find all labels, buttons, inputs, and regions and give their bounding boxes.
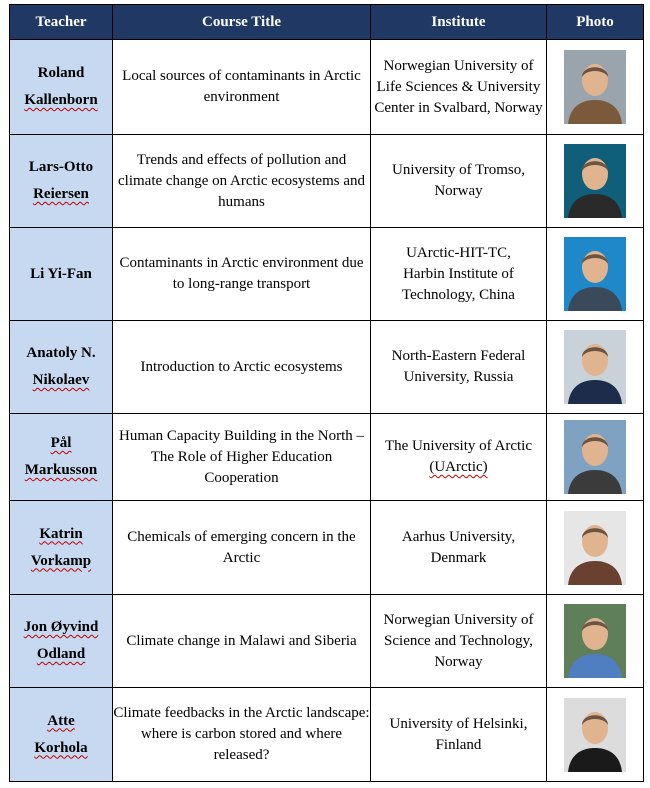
header-teacher: Teacher (10, 5, 113, 40)
photo-cell (547, 321, 644, 414)
institute-cell (371, 228, 547, 321)
teacher-photo (564, 698, 626, 772)
teacher-cell (10, 595, 113, 688)
course-title-cell: Human Capacity Building in the North – The Role of Higher Education Cooperation (113, 414, 371, 501)
teacher-first-name: Anatoly N. (26, 345, 96, 361)
institute-cell: University of Helsinki, Finland (371, 688, 547, 782)
teacher-cell (10, 688, 113, 782)
teachers-table (9, 4, 644, 782)
photo-cell (547, 228, 644, 321)
table-row (10, 501, 644, 595)
teacher-last-name: Vorkamp (30, 552, 92, 569)
photo-cell (547, 501, 644, 595)
portrait-image (564, 604, 626, 678)
header-course-title: Course Title (113, 5, 371, 40)
institute-line-2: Norway (434, 183, 483, 199)
course-title-cell: Local sources of contaminants in Arctic environment (113, 40, 371, 135)
teacher-photo (564, 50, 626, 124)
table-row (10, 688, 644, 782)
portrait-image (564, 420, 626, 494)
teacher-photo (564, 330, 626, 404)
institute-cell: Norwegian University of Science and Technology, Norway (371, 595, 547, 688)
photo-cell (547, 688, 644, 782)
teacher-photo (564, 237, 626, 311)
teacher-cell (10, 414, 113, 501)
teacher-cell (10, 501, 113, 595)
institute-line-2: (UArctic) (429, 459, 488, 475)
header-row (10, 5, 644, 40)
teacher-first-name: Katrin (39, 525, 83, 542)
header-photo: Photo (547, 5, 644, 40)
teacher-last-name: Odland (36, 646, 86, 662)
table-row (10, 135, 644, 228)
course-title-cell: Contaminants in Arctic environment due to long-range transport (113, 228, 371, 321)
institute-line-1: Aarhus University, (401, 528, 516, 545)
institute-cell (371, 414, 547, 501)
teacher-cell: Li Yi-Fan (10, 228, 113, 321)
course-title-cell: Trends and effects of pollution and climate change on Arctic ecosystems and humans (113, 135, 371, 228)
table-row (10, 321, 644, 414)
institute-line-1: UArctic-HIT-TC, (406, 244, 511, 261)
teacher-photo (564, 604, 626, 678)
institute-cell: North-Eastern Federal University, Russia (371, 321, 547, 414)
teacher-first-name: Lars-Otto (28, 159, 94, 175)
institute-cell (371, 501, 547, 595)
teacher-cell (10, 135, 113, 228)
course-title-cell: Chemicals of emerging concern in the Arctic (113, 501, 371, 595)
institute-line-1: University of Tromso, (392, 162, 525, 178)
portrait-image (564, 330, 626, 404)
teacher-last-name: Korhola (34, 739, 88, 756)
teacher-last-name: Reiersen (33, 186, 89, 202)
teacher-cell (10, 321, 113, 414)
portrait-image (564, 698, 626, 772)
teacher-photo (564, 144, 626, 218)
teacher-photo (564, 511, 626, 585)
institute-line-2: Harbin Institute of Technology, China (402, 265, 515, 303)
table-row (10, 228, 644, 321)
table-row (10, 414, 644, 501)
teacher-first-name: Pål (50, 435, 72, 451)
header-institute: Institute (371, 5, 547, 40)
course-title-cell: Introduction to Arctic ecosystems (113, 321, 371, 414)
portrait-image (564, 144, 626, 218)
institute-cell (371, 135, 547, 228)
course-title-cell: Climate change in Malawi and Siberia (113, 595, 371, 688)
course-title-cell: Climate feedbacks in the Arctic landscape: where is carbon stored and where released? (113, 688, 371, 782)
portrait-image (564, 511, 626, 585)
teacher-cell (10, 40, 113, 135)
teacher-first-name: Jon Øyvind (23, 619, 99, 635)
portrait-image (564, 237, 626, 311)
teacher-last-name: Nikolaev (32, 372, 90, 388)
teacher-first-name: Atte (47, 712, 75, 729)
institute-line-2: Denmark (430, 549, 487, 566)
teacher-photo (564, 420, 626, 494)
teacher-first-name: Roland (37, 65, 85, 81)
institute-cell: Norwegian University of Life Sciences & University Center in Svalbard, Norway (371, 40, 547, 135)
teacher-last-name: Kallenborn (24, 92, 98, 108)
table-row (10, 595, 644, 688)
table-row (10, 40, 644, 135)
portrait-image (564, 50, 626, 124)
teacher-last-name: Markusson (24, 462, 98, 478)
photo-cell (547, 135, 644, 228)
institute-line-1: The University of Arctic (384, 438, 533, 454)
photo-cell (547, 595, 644, 688)
photo-cell (547, 40, 644, 135)
photo-cell (547, 414, 644, 501)
